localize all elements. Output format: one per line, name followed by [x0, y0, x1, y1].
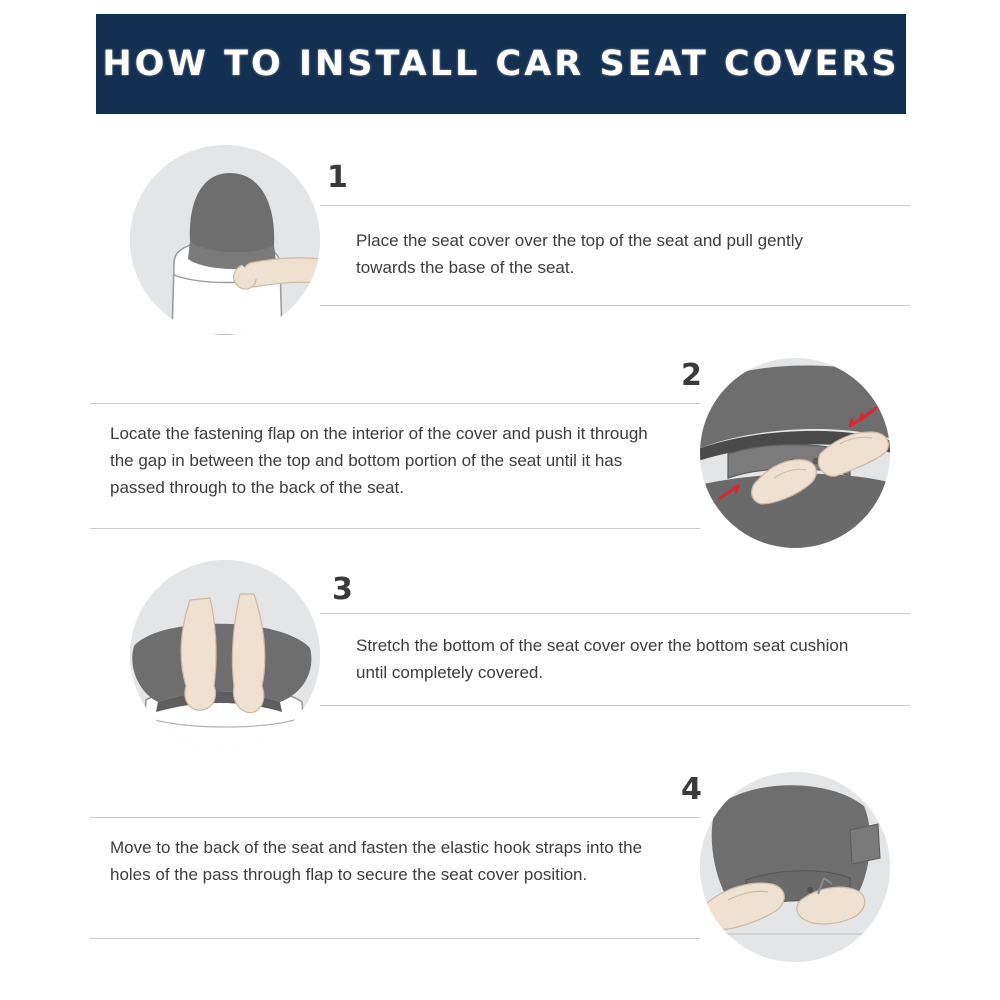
step-3-text: Stretch the bottom of the seat cover over the bottom seat cushion until completely covered. — [356, 636, 849, 682]
page-title: HOW TO INSTALL CAR SEAT COVERS — [102, 44, 900, 84]
step-4-rule-top — [90, 817, 700, 818]
step-2-illustration — [700, 358, 890, 548]
hands-pushing-fastening-flap-through-gap-icon — [700, 358, 890, 548]
step-3-illustration — [130, 560, 320, 750]
step-3-number: 3 — [332, 572, 353, 607]
hand-fastening-elastic-hook-strap-at-back-icon — [700, 772, 890, 962]
step-3-rule-bottom — [320, 705, 910, 706]
step-4-text: Move to the back of the seat and fasten the elastic hook straps into the holes of the pass through flap to secure the seat cover position. — [110, 838, 643, 884]
step-4-rule-bottom — [90, 938, 700, 939]
step-2-text: Locate the fastening flap on the interior of the cover and push it through the gap in between the top and bottom portion of the seat until it has passed through to the back of the seat. — [110, 424, 648, 497]
step-3-rule-top — [320, 613, 910, 614]
step-2-number: 2 — [681, 358, 702, 393]
step-4-illustration — [700, 772, 890, 962]
step-1-number: 1 — [327, 160, 348, 195]
seat-cover-pulled-over-top-of-seat-icon — [130, 145, 320, 335]
header-banner — [96, 14, 906, 114]
step-1-illustration — [130, 145, 320, 335]
step-4-number: 4 — [681, 772, 702, 807]
step-1-rule-top — [320, 205, 910, 206]
step-1-rule-bottom — [320, 305, 910, 306]
step-1-text: Place the seat cover over the top of the seat and pull gently towards the base of the seat. — [356, 231, 804, 277]
step-2-rule-top — [90, 403, 700, 404]
hands-stretching-cover-over-bottom-cushion-icon — [130, 560, 320, 750]
step-2-rule-bottom — [90, 528, 700, 529]
